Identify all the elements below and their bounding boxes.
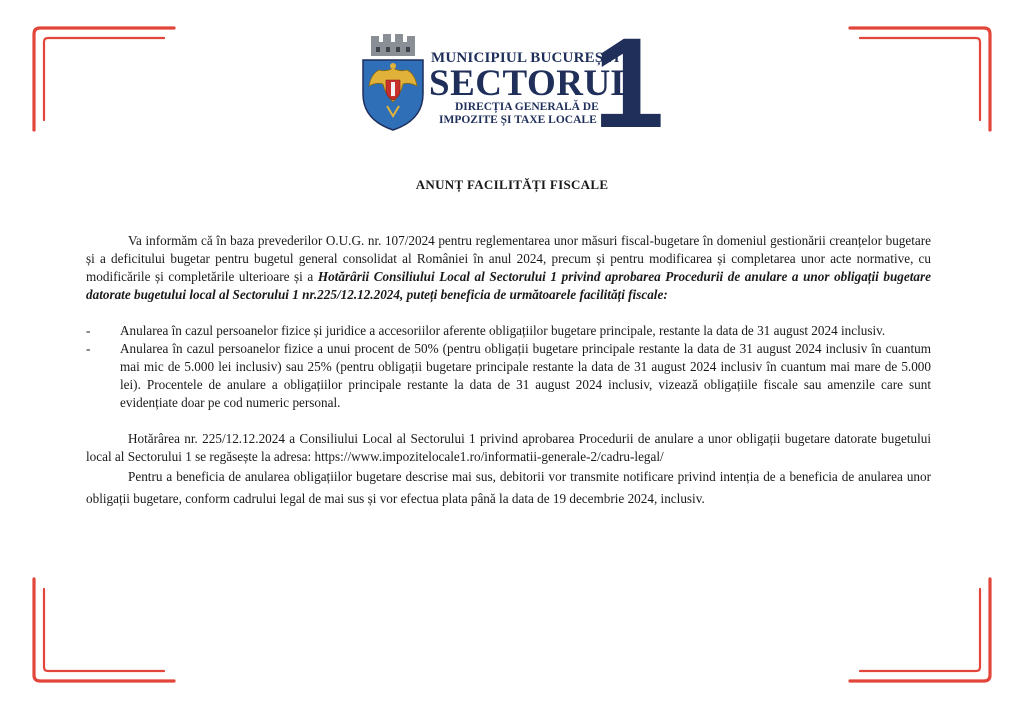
corner-bracket-bottom-right xyxy=(846,575,996,685)
sector-number: 1 xyxy=(593,12,665,155)
institution-header xyxy=(357,12,665,155)
directorate-line2: IMPOZITE ȘI TAXE LOCALE xyxy=(439,114,597,126)
hotarare-paragraph: Hotărârea nr. 225/12.12.2024 a Consiliului Local al Sectorului 1 privind aprobarea Procedurii de anulare a unor obligații bugetare datorate bugetului local al Sectorului 1 se regăsește la adresa: https://www.impozitelocale1.ro/informatii-generale-2/cadru-legal/ xyxy=(86,431,931,464)
directorate-line1: DIRECȚIA GENERALĂ DE xyxy=(455,101,599,113)
intro-paragraph xyxy=(86,232,931,304)
list-item-text: Anularea în cazul persoanelor fizice și juridice a accesoriilor aferente obligațiilor bugetare principale, restante la data de 31 august 2024 inclusiv. xyxy=(120,323,886,338)
intro-text: Va informăm că în baza prevederilor O.U.G. nr. 107/2024 pentru reglementarea unor măsuri fiscal-bugetare în domeniul gestionării creanțelor bugetare și a deficitului bugetar pentru bugetul general consolidat al României în anul 2024, precum și pentru modificarea și completarea unor acte normative, cu modificările și completările ulterioare și a xyxy=(86,233,931,284)
corner-bracket-top-left xyxy=(28,24,178,134)
coat-of-arms-icon xyxy=(357,32,429,132)
intro-emphasis: Hotărârii Consiliului Local al Sectorului 1 privind aprobarea Procedurii de anulare a unor obligații bugetare datorate bugetului local al Sectorului 1 nr.225/12.12.2024, puteți beneficia de următoarele facilități fiscale: xyxy=(86,269,931,302)
list-item xyxy=(86,322,931,340)
sector-name: SECTORUL xyxy=(429,63,636,104)
list-dash: - xyxy=(86,341,91,356)
corner-bracket-top-right xyxy=(846,24,996,134)
announcement-title: ANUNȚ FACILITĂȚI FISCALE xyxy=(415,177,609,192)
list-item-text: Anularea în cazul persoanelor fizice a unui procent de 50% (pentru obligații bugetare principale restante la data de 31 august 2024 inclusiv în cuantum mai mic de 5.000 lei inclusiv) sau 25% (pentru obligații bugetare principale restante la data de 31 august 2024 inclusiv în cuantum mai mare de 5.000 lei). Procentele de anulare a obligațiilor principale restante la data de 31 august 2024 inclusiv, vizează obligațiile fiscale sau amenzile care sunt evidențiate doar pe cod numeric personal. xyxy=(120,341,931,410)
closing-paragraph: Pentru a beneficia de anularea obligațiilor bugetare descrise mai sus, debitorii vor transmite notificare privind intenția de a beneficia de anularea unor obligații bugetare, conform cadrului legal de mai sus și vor efectua plata până la data de 19 decembrie 2024, inclusiv. xyxy=(86,469,931,506)
corner-bracket-bottom-left xyxy=(28,575,178,685)
municipality-name: MUNICIPIUL BUCUREȘTI xyxy=(431,50,620,66)
announcement-body xyxy=(86,232,931,510)
list-dash: - xyxy=(86,323,91,338)
list-item xyxy=(86,340,931,412)
